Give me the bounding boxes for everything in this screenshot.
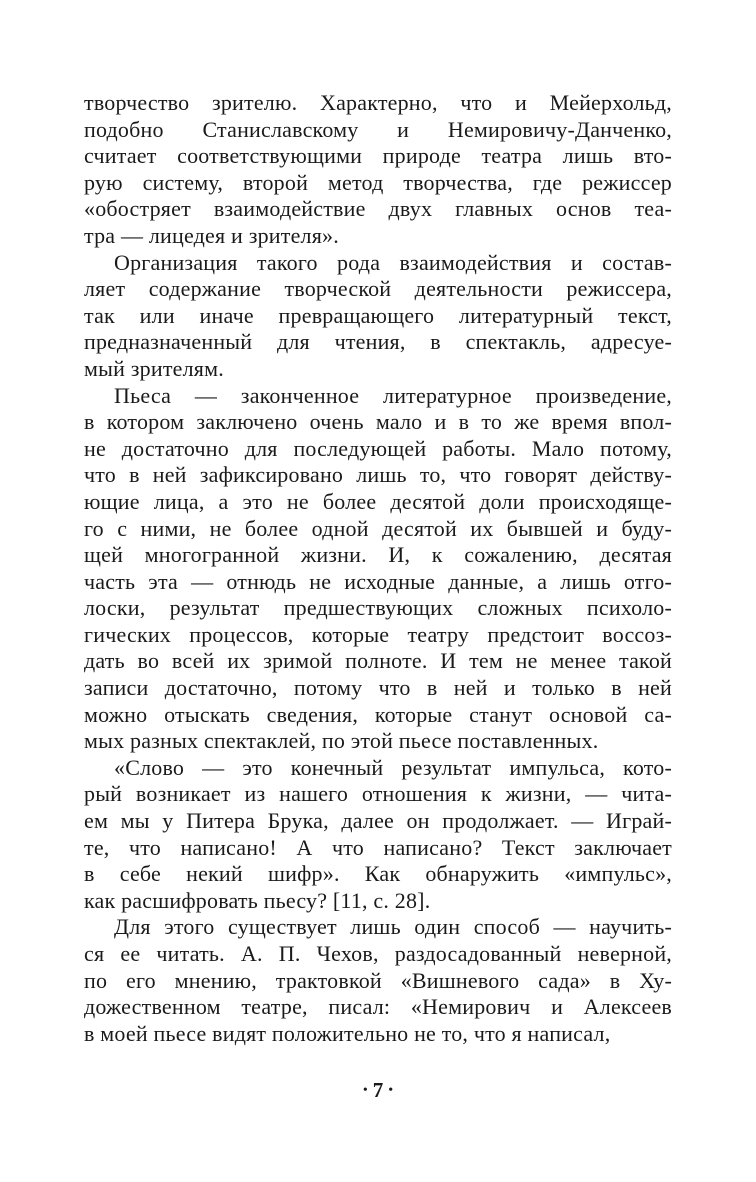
text-line: рый возникает из нашего отношения к жизни, — чита- (84, 781, 672, 807)
text-line: дожественном театре, писал: «Немирович и Алексеев (84, 994, 672, 1020)
text-line: предназначенный для чтения, в спектакль, адресуе- (84, 329, 672, 355)
text-line: в котором заключено очень мало и в то же время впол- (84, 409, 672, 435)
text-line: мых разных спектаклей, по этой пьесе поставленных. (84, 728, 599, 754)
paragraph (84, 250, 672, 383)
text-line: можно отыскать сведения, которые станут основой са- (84, 701, 672, 727)
text-line: записи достаточно, потому что в ней и только в ней (84, 675, 672, 701)
page-number (0, 1078, 756, 1103)
text-line: гических процессов, которые театру предстоит воссоз- (84, 621, 672, 647)
text-line: ющие лица, а это не более десятой доли происходяще- (84, 488, 672, 514)
text-line: что в ней зафиксировано лишь то, что говорят действу- (84, 462, 672, 488)
text-line: Для этого существует лишь один способ — научить- (114, 914, 672, 940)
paragraph (84, 914, 672, 1047)
text-line: ем мы у Питера Брука, далее он продолжает. — Играй- (84, 808, 672, 834)
text-line: мый зрителям. (84, 355, 224, 381)
text-line: рую систему, второй метод творчества, где режиссер (84, 169, 672, 195)
folio-bullet-right: • (388, 1083, 394, 1098)
text-line: «Слово — это конечный результат импульса, кото- (114, 754, 672, 780)
text-line: щей многогранной жизни. И, к сожалению, десятая (84, 542, 672, 568)
text-line: считает соответствующими природе театра лишь вто- (84, 143, 672, 169)
text-line: ся ее читать. А. П. Чехов, раздосадованный неверной, (84, 941, 672, 966)
text-line: в себе некий шифр». Как обнаружить «импульс», (84, 861, 672, 887)
text-line: те, что написано! А что написано? Текст заключает (84, 834, 672, 860)
paragraph (84, 755, 672, 915)
text-line: по его мнению, трактовкой «Вишневого сада» в Ху- (84, 967, 672, 993)
text-line: творчество зрителю. Характерно, что и Мейерхольд, (84, 90, 672, 115)
text-line: как расшифровать пьесу? [11, с. 28]. (84, 887, 431, 913)
text-line: подобно Станиславскому и Немировичу-Данченко, (84, 116, 672, 142)
folio-number: 7 (372, 1078, 384, 1102)
text-line: го с ними, не более одной десятой их бывшей и буду- (84, 515, 672, 541)
paragraph (84, 90, 672, 250)
paragraph (84, 383, 672, 755)
text-line: тра — лицедея и зрителя». (84, 222, 339, 248)
text-line: лоски, результат предшествующих сложных психоло- (84, 595, 672, 621)
text-line: часть эта — отнюдь не исходные данные, а лишь отго- (84, 568, 672, 594)
text-line: Организация такого рода взаимодействия и состав- (114, 249, 672, 275)
text-line: не достаточно для последующей работы. Мало потому, (84, 435, 672, 461)
text-line: так или иначе превращающего литературный текст, (84, 302, 672, 328)
text-line: в моей пьесе видят положительно не то, что я написал, (84, 1020, 611, 1046)
body-text (84, 90, 672, 1047)
text-line: ляет содержание творческой деятельности режиссера, (84, 276, 672, 302)
text-line: Пьеса — законченное литературное произведение, (114, 382, 672, 408)
folio-bullet-left: • (362, 1083, 368, 1098)
text-line: «обостряет взаимодействие двух главных основ теа- (84, 196, 672, 222)
text-line: дать во всей их зримой полноте. И тем не менее такой (84, 648, 672, 674)
